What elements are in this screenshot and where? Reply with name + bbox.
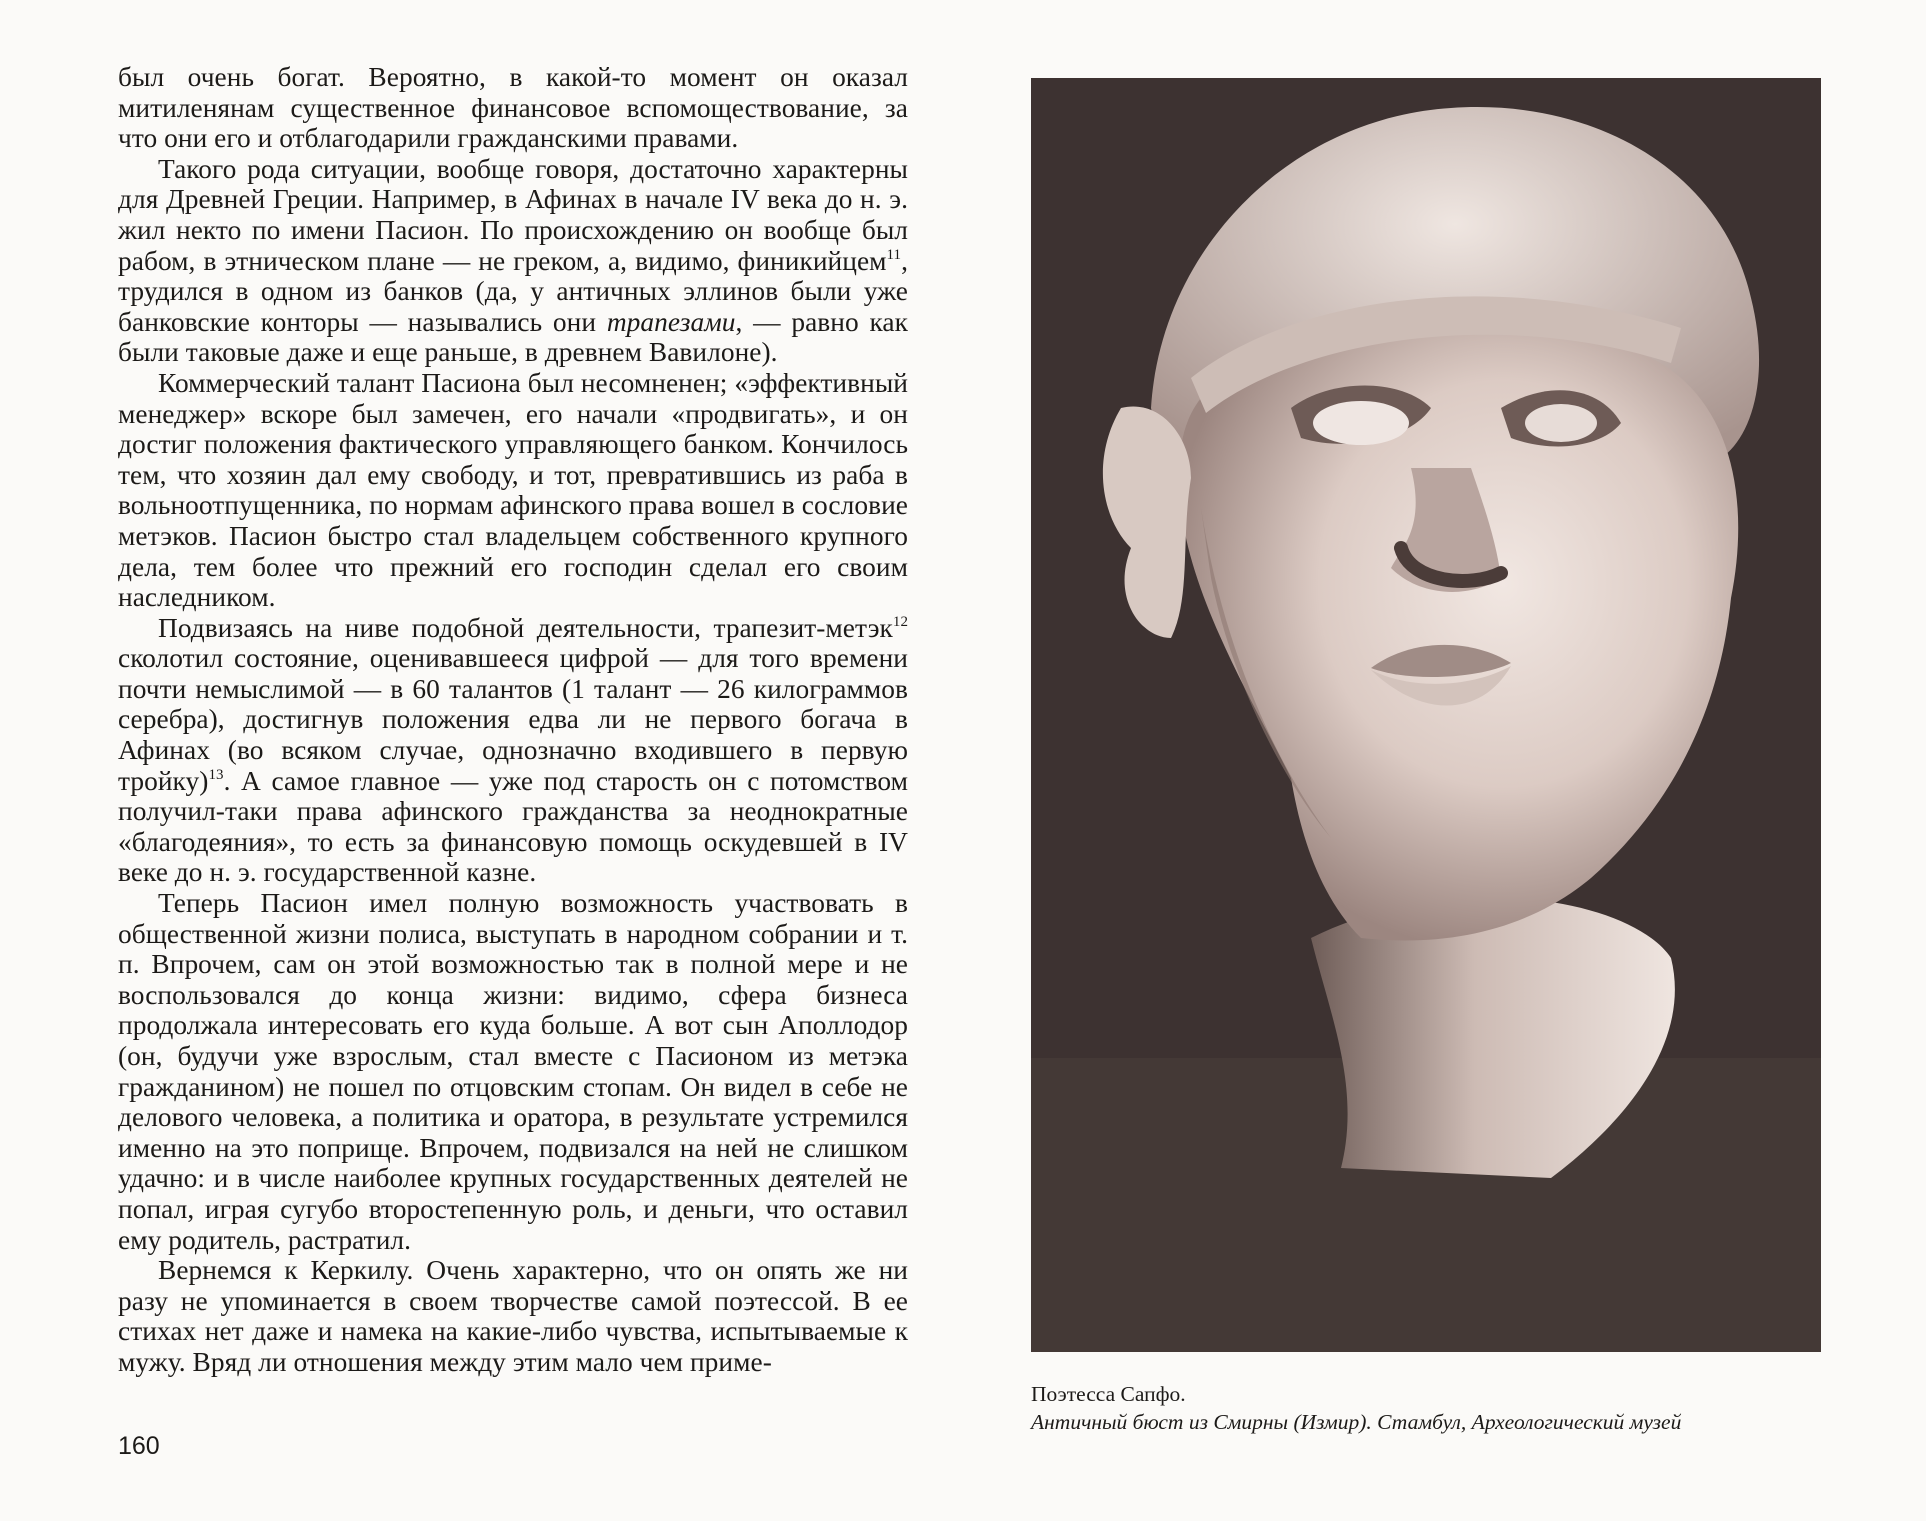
left-page-text	[118, 62, 908, 1378]
caption-title: Поэтесса Сапфо.	[1031, 1382, 1186, 1406]
paragraph-6: Вернемся к Керкилу. Очень характерно, что он опять же ни разу не упоминается в своем творчестве самой поэтессой. В ее стихах нет даже и намека на какие-либо чувства, испытываемые к мужу. Вряд ли отношения между этим мало чем приме-	[118, 1255, 908, 1377]
page-number: 160	[118, 1432, 160, 1460]
sappho-bust-illustration	[1031, 78, 1821, 1352]
caption-text: Античный бюст из Смирны (Измир). Стамбул, Археологический музей	[1031, 1410, 1682, 1434]
figure-caption	[1031, 1380, 1851, 1436]
bust-photo	[1031, 78, 1821, 1352]
paragraph-4: Подвизаясь на ниве подобной деятельности, трапезит-метэк$^{12}$ сколотил состояние, оценивавшееся цифрой — для того времени почти немыслимой — в 60 талантов (1 талант — 26 килограммов серебра), достигнув положения едва ли не первого богача в Афинах (во всяком случае, однозначно входившего в первую тройку)$^{13}$. А самое главное — уже под старость он с потомством получил-таки права афинского гражданства за неоднократные «благодеяния», то есть за финансовую помощь оскудевшей в IV веке до н. э. государственной казне.	[118, 612, 908, 888]
paragraph-2: Такого рода ситуации, вообще говоря, достаточно характерны для Древней Греции. Например, в Афинах в начале IV века до н. э. жил некто по имени Пасион. По происхождению он вообще был рабом, в этническом плане — не греком, а, видимо, финикийцем$^{11}$, трудился в одном из банков (да, у античных эллинов были уже банковские конторы — назывались они трапезами, — равно как были таковые даже и еще раньше, в древнем Вавилоне).	[118, 153, 908, 368]
paragraph-3: Коммерческий талант Пасиона был несомненен; «эффективный менеджер» вскоре был замечен, его начали «продвигать», и он достиг положения фактического управляющего банком. Кончилось тем, что хозяин дал ему свободу, и тот, превратившись из раба в вольноотпущенника, по нормам афинского права вошел в сословие метэков. Пасион быстро стал владельцем собственного крупного дела, тем более что прежний его господин сделал его своим наследником.	[118, 367, 908, 613]
paragraph-5: Теперь Пасион имел полную возможность участвовать в общественной жизни полиса, выступать в народном собрании и т. п. Впрочем, сам он этой возможностью так в полной мере и не воспользовался до конца жизни: видимо, сфера бизнеса продолжала интересовать его куда больше. А вот сын Аполлодор (он, будучи уже взрослым, стал вместе с Пасионом из метэка гражданином) не пошел по отцовским стопам. Он видел в себе не делового человека, а политика и оратора, в результате устремился именно на это поприще. Впрочем, подвизался на ней не слишком удачно: и в числе наиболее крупных государственных деятелей не попал, играя сугубо второстепенную роль, и деньги, что оставил ему родитель, растратил.	[118, 888, 908, 1255]
paragraph-1: был очень богат. Вероятно, в какой-то момент он оказал митиленянам существенное финансовое вспомоществование, за что они его и отблагодарили гражданскими правами.	[118, 62, 908, 154]
